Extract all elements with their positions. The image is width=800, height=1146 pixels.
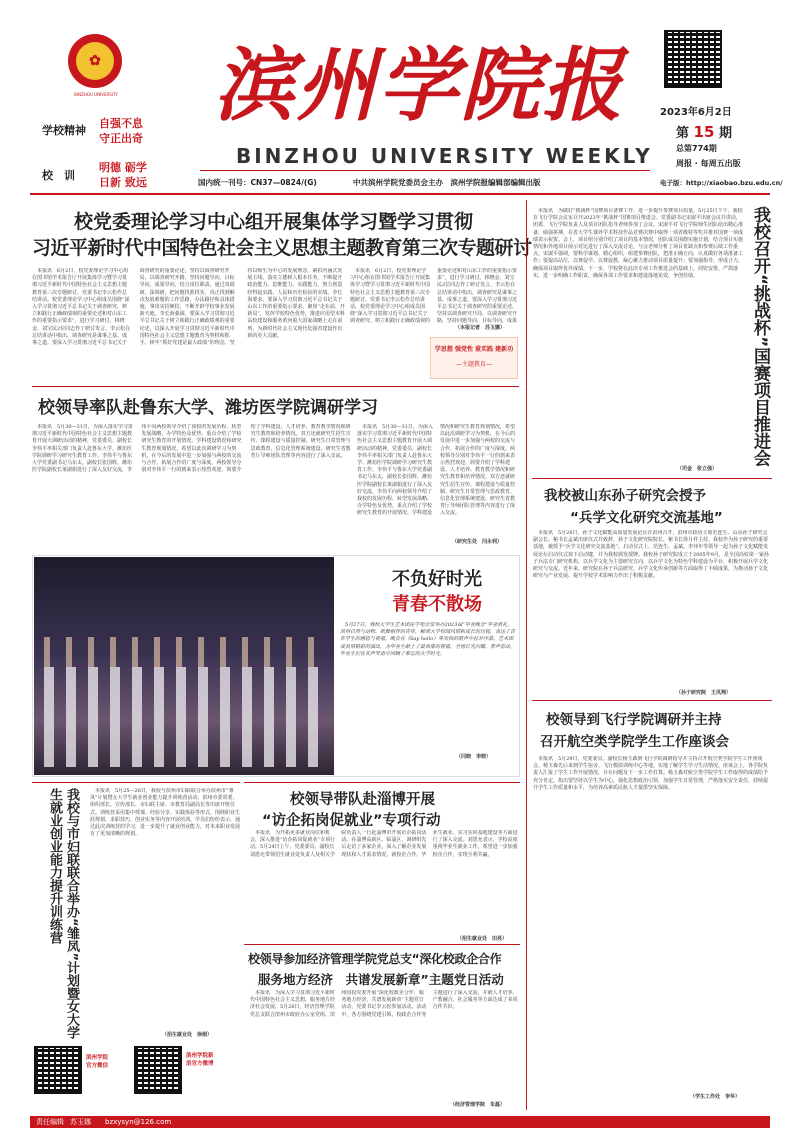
a8-rule bbox=[244, 944, 520, 945]
issue-no: 15 bbox=[693, 123, 715, 141]
a3-body-text: 本报讯 5月30—31日，为深入落实学习贯彻习近平新时代中国特色社会主义思想主题教育开展大调研活动的精神，党委委员、副校长李伟平率相关部门负责人赴鲁东大学、潍坊医学院调研学习研究生教育工作。李伟平与鲁东大学党委副书记马东太，副校长张国辉，潍坊医学院副校长莱淑娟进行了深入友好交流，李伟平向两校领导介绍了我校的发展历程、转型发展战略、办学特色及优势，重点介绍了学校研究生教育的开展情况、学科建设情况和研究生教育规划情况，希望以此次调研学习为契机，在今后的发展中进一步加强与两校的交流与合作，拓展合作的广度与深度。两校领导分别对李伟平一行的到来表示热烈欢迎，简要介绍了学科建设、人才培养、教育教学情况和研究生教育和培养情况。双方还就研究生招生宣传、课程建设与质量控制、研究生日常管理与思政教育、信息化管理系统建设、研究生省教育厅导师团队管理等内容进行了深入交流。 bbox=[32, 424, 351, 474]
editor-label: 责任编辑 bbox=[36, 1118, 64, 1126]
issue-date: 2023年6月2日 bbox=[660, 107, 732, 118]
logo bbox=[68, 34, 122, 88]
masthead-title: 滨州学院报 bbox=[214, 38, 624, 132]
a5-body-text: 5月27日，我校大学生艺术团在学苑会堂举办2023届“毕业晚会”毕业典礼，滨州自然与动物、歌舞相伴的青年，解读大学校园风情和成长的历程，表达了青年学生的感恩与祝福。晚会在《Say hello》等欢快的歌声中拉开序幕，艺术团成员用精彩的演出，为毕业生献上了最真挚的祝福。全场灯光闪耀、掌声雷动，毕业生们在欢声笑语中回顾了难忘的大学时光。 bbox=[340, 622, 516, 657]
logo-emblem-icon: ✿ bbox=[76, 42, 114, 80]
theme-badge-sub: —主题教育— bbox=[455, 361, 492, 368]
a6-body bbox=[90, 788, 240, 1030]
a4-byline: （孙子研究院 王凤翔） bbox=[676, 690, 732, 696]
a6-title: 我校与市妇联联合举办“雏凤”计划暨女大学生就业创业能力提升训练营 bbox=[47, 788, 79, 1040]
a8-body bbox=[250, 990, 518, 1100]
a2-body bbox=[533, 208, 745, 464]
performers-shape bbox=[44, 667, 324, 767]
a3-byline: （研究生处 闫永利） bbox=[452, 539, 503, 545]
wechat-qr-code[interactable] bbox=[34, 1046, 82, 1094]
top-rule bbox=[30, 193, 770, 195]
a7-body-text: 本报讯 为开拓更多就业岗位和机会，深入推进“访企拓岗促就业”专项行动，5月24日上午，党委委员、副校长刘恩允带领招生就业处负责人及相关学院负责人一行赴淄博市开展访企拓岗活动。在淄博高新区、临淄区，调研组先后走访了多家企业，深入了解企业发展现状和人才需求情况，就校企合作、毕业生就业、实习实训基地建设等方面进行了深入交流。刘恩允表示，学校高度重视毕业生就业工作，希望进一步加强校企合作，实现互利共赢。 bbox=[250, 830, 518, 858]
a3-body bbox=[32, 424, 352, 544]
weibo-qr-code[interactable] bbox=[134, 1046, 182, 1094]
a9-title-line2: 召开航空类学院学生工作座谈会 bbox=[540, 734, 729, 750]
a1-body-text-2: 本报讯 6月2日，校党委理论学习中心组在图书馆学术报告厅开展集体学习暨学习贯彻习近平新时代中国特色社会主义思想主题教育第三次专题研讨。党委书记李云松作总结讲话。校党委理论学习中心组成员围绕“深入学习贯彻习近平总书记关于调查研究、树立和践行正确政绩观的重要论述和对山东工作的重要指示要求”，进行学习研讨。林晓金、刘宝民2位同志作了研讨发言。李云松在总结讲话中指出，调查研究是谋事之基、成事之道。要深入学习贯彻习近平总书记关于调查研究的重要论述，坚持以调查研究开局、以调查研究开路，坚持问题导向、目标导向，成果 bbox=[350, 268, 518, 325]
spirit-label: 学校精神 bbox=[42, 124, 86, 137]
a7-body bbox=[250, 830, 518, 936]
a9-body-text: 本报讯 5月29日，党委委员、副校长杨玉森到飞行学院调研指导并主持召开航空类学院学生工作座谈会。杨玉森先后来到学生宿舍、飞行模拟训练中心等地，实地了解学生学习生活情况。座谈会上，各学院负责人汇报了学生工作开展情况、存在问题及下一步工作打算。杨玉森对航空类学院学生工作取得的成绩给予充分肯定，指出要坚持以学生为中心，强化思想政治引领，加强学生日常管理，严格落实安全责任，持续提升学生工作质量和水平，为培养高素质民航人才提供坚实保障。 bbox=[533, 756, 769, 791]
a2-title: 我校召开“挑战杯”国赛项目推进会 bbox=[750, 206, 770, 467]
a8-title-line2: 服务地方经济 共谱发展新章”主题党日活动 bbox=[258, 972, 504, 987]
a9-byline: （学生工作处 李华） bbox=[690, 1094, 741, 1100]
a7-title-line2: “访企拓岗促就业”专项行动 bbox=[262, 813, 441, 829]
a3-rule bbox=[32, 386, 519, 387]
issue-suffix: 期 bbox=[718, 126, 732, 141]
theme-badge bbox=[430, 337, 518, 379]
a4-body bbox=[533, 530, 771, 688]
spirit-line2: 守正出奇 bbox=[99, 132, 143, 145]
a1-title-line2: 习近平新时代中国特色社会主义思想主题教育第三次专题研讨 bbox=[32, 237, 532, 259]
theme-badge-slogan: 学思想 强党性 重实践 建新功 bbox=[434, 346, 514, 353]
a6-byline: （招生就业处 徐娟） bbox=[162, 1032, 213, 1038]
masthead-rule bbox=[200, 170, 650, 171]
a7-byline: （招生就业处 田亮） bbox=[457, 936, 508, 942]
masthead-qr-code[interactable] bbox=[664, 30, 722, 88]
a5-title-line1: 不负好时光 bbox=[392, 569, 482, 590]
column-divider bbox=[526, 200, 527, 1110]
masthead-english: BINZHOU UNIVERSITY WEEKLY bbox=[236, 144, 653, 168]
total-issue: 总第774期 bbox=[676, 144, 717, 153]
editor-email[interactable]: bzxysyn@126.com bbox=[105, 1118, 172, 1126]
epaper-link[interactable]: 电子版：http://xiaobao.bzu.edu.cn/ bbox=[660, 179, 783, 187]
a3-body-text-2: 本报讯 5月30—31日，为深入落实学习贯彻习近平新时代中国特色社会主义思想主题教育开展大调研活动的精神，党委委员、副校长李伟平率相关部门负责人赴鲁东大学、潍坊医学院调研学习研究生教育工作。李伟平与鲁东大学党委副书记马东太，副校长张国辉，潍坊医学院副校长莱淑娟进行了深入友好交流，李伟平向两校领导介绍了我校的发展历程、转型发展战略、办学特色及优势，重点介绍了学校研究生教育的开展情况、学科建设情况和研究生教育规划情况，希望以此次调研学习为契机，在今后的发展中进一步加强与两校的交流与合作，拓展合作的广度与深度。两校领导分别对李伟平一行的到来表示热烈欢迎，简要介绍了学科建设、人才培养、教育教学情况和研究生教育和培养情况。双方还就研究生招生宣传、课程建设与质量控制、研究生日常管理与思政教育、信息化管理系统建设、研究生省教育厅导师团队管理等内容进行了深入交流。 bbox=[357, 424, 516, 517]
a1-byline: （本报记者 苏玉娜） bbox=[455, 325, 506, 331]
a2-body-text: 本报讯 为做好“挑战杯”国赛项目备赛工作，进一步提升参赛项目质量，5月25日下午，我校在飞行学院会议室召开2023年“挑战杯”国赛项目推进会。党委副书记宋淑平出席会议并讲话，团委、飞行学院负责人及项目团队指导老师参加了会议。宋淑平对飞行学院师生团队给出精心准备，硕强拼搏，在省大学生课外学术科技作品竞赛决赛中取得一项省级特等奖并推荐国赛一项成绩表示祝贺。会上，项目组分别介绍了项目的基本情况，团队成员围绕实施计划，结合项目实施情况和外地项目展示对比进行了深入交流讨论，与会老师分析了项目优缺点和参赛后续工作重点。宋淑平强调，要科学谋划、精心组织，组建参赛团队，把准正确方向，认真做好各项准备工作；要提高站位，以赛促学、以赛促教，凝心聚力推动项目质量提升；要加强指导，形成合力，确保项目取得优异成绩。下一步，学校将在此次专项工作推进会的基础上，周密安排，严抓落实，进一步明确工作职责，确保各项工作要求和建设落地见效，争创佳绩。 bbox=[533, 208, 744, 279]
a4-body-text: 本报讯 5月26日，孙子文化赋能高质量发展论坛在滨州召开，滨州市政协主席范连生、山东孙子研究会副会长、秘书长孟斌出席仪式并致辞。孙子文化研究院院长、秘书长徐月祥主持。我校作为孙子研究的重要基地，被授予“兵学文化研究交流基地”。启动仪式上，范连生、孟斌、李伟年等领导一起为孙子文化赋能发展论坛启动仪式按下启动键，并为我校颁发授牌。我校孙子研究院成立于2005年9月，是全国高校第一家孙子兵法专门研究机构，以兵学文化为主要研究方向，以兵学文化为特色学科建设为平台，积极开展兵学文化研究与交流。近年来，研究院在孙子兵法研究、兵学文化传承创新等方面取得了丰硕成果，为推动孙子文化研究与产业发展、提升学校学术影响力作出了积极贡献。 bbox=[533, 530, 769, 580]
a1-body bbox=[32, 268, 347, 378]
motto-line1: 明德 砺学 bbox=[99, 161, 147, 174]
spirit-line1: 自强不息 bbox=[99, 117, 143, 130]
a6-body-text: 本报讯 5月25—26日，我校与滨州市妇联联合举办滨州市“雏凤”计划暨女大学生就业创业能力提升训练营活动。滨州市委常委、组织部长、宣传部长、市妇联主席、市教育局副局长等出席开班仪式。训练营采用集中授课、经验分享、实践体验等形式，围绕职业生涯规划、求职技巧、创业实务等内容开展培训。学员们纷纷表示，通过此次训练营的学习，进一步提升了就业创业能力，对未来职业发展有了更加清晰的规划。 bbox=[90, 788, 240, 838]
performers-heads-shape bbox=[44, 637, 324, 667]
graduation-photo bbox=[34, 557, 334, 775]
editor-name: 苏玉娜 bbox=[70, 1118, 91, 1126]
a2-byline: （司金 张立强） bbox=[677, 466, 718, 472]
a4-title-line1: 我校被山东孙子研究会授予 bbox=[544, 488, 706, 504]
issue-number bbox=[676, 122, 732, 141]
a1-body-continued bbox=[350, 268, 518, 328]
publish-frequency: 周报 · 每周五出版 bbox=[676, 159, 741, 168]
a5-byline: （闫晓 李晓） bbox=[456, 754, 492, 760]
a3-title: 校领导率队赴鲁东大学、潍坊医学院调研学习 bbox=[38, 398, 378, 418]
a5-title-line2: 青春不散场 bbox=[392, 594, 482, 615]
a7-rule bbox=[244, 782, 520, 783]
footer-bar bbox=[30, 1116, 770, 1128]
a4-rule bbox=[532, 478, 772, 479]
logo-text: BINZHOU UNIVERSITY bbox=[74, 92, 118, 97]
wechat-qr-label: 滨州学院官方微信 bbox=[86, 1055, 109, 1069]
a1-body-text: 本报讯 6月2日，校党委理论学习中心组在图书馆学术报告厅开展集体学习暨学习贯彻习近平新时代中国特色社会主义思想主题教育第三次专题研讨。党委书记李云松作总结讲话。校党委理论学习中心组成员围绕“深入学习贯彻习近平总书记关于调查研究、树立和践行正确政绩观的重要论述和对山东工作的重要指示要求”，进行学习研讨。林晓金、刘宝民2位同志作了研讨发言。李云松在总结讲话中指出，调查研究是谋事之基、成事之道。要深入学习贯彻习近平总书记关于调查研究的重要论述，坚持以调查研究开局、以调查研究开路，坚持问题导向、目标导向，成果导向，结合岗位职责，通过真调研、深调研，把问题找准找实，真正找到解决发展难题的工作思路，办法路径和具体措施，拿出实招硬招，不断开辟学校事业发展新天地。李长海强调，要深入学习贯彻习近平总书记关于树立和践行正确政绩观的重要论述，以深入开展学习贯彻习近平新时代中国特色社会主义思想主题教育为契机和抓手，树牢“抓好党建是最大政绩”的理念，坚持以师生为中心的发展理念，紧扣内涵式发展主线，落实立德树人根本任务，不断提升政治能力、思维能力、实践能力，努力创造经得起实践、人民和历史检验的实绩。李长海要求，要深入学习贯彻习近平总书记关于山东工作的重要指示要求，聚焦“走在前、开新局”，发挥学校特色优势，推进应用型本科高校建设和服务黄河重大国家战略上走在前列，为新时代社会主义现代化强省建设作出新的更大贡献。 bbox=[32, 268, 345, 347]
a3-body-continued bbox=[357, 424, 517, 549]
issn: 国内统一刊号：CN37—0824/(G) bbox=[198, 178, 317, 187]
a6-rule bbox=[32, 782, 240, 783]
a9-body bbox=[533, 756, 771, 1092]
motto-label: 校 训 bbox=[42, 169, 75, 182]
a5-body bbox=[340, 622, 516, 752]
a9-title-line1: 校领导到飞行学院调研并主持 bbox=[546, 712, 722, 728]
a8-byline: （经济管理学院 朱磊） bbox=[450, 1102, 506, 1108]
a7-title-line1: 校领导带队赴淄博开展 bbox=[290, 792, 435, 808]
a4-title-line2: “兵学文化研究交流基地” bbox=[570, 510, 723, 526]
issue-prefix: 第 bbox=[676, 126, 690, 141]
a8-title-line1: 校领导参加经济管理学院党总支“深化校政企合作 bbox=[248, 952, 502, 966]
weibo-qr-label: 滨州学院新浪官方微博 bbox=[186, 1053, 214, 1067]
sponsor: 中共滨州学院党委员会主办 滨州学院报编辑部编辑出版 bbox=[353, 178, 541, 187]
a8-body-text: 本报讯 为深入学习贯彻习近平新时代中国特色社会主义思想，服务地方经济社会发展，5月26日，经济管理学院党总支联合滨州市政府办公室党组、滨州国投党委开展“深化校政企合作，服务地方经济，共谱发展新章”主题党日活动。党委书记李云松参加活动。活动中，各方围绕党建引领、校政企合作等主题进行了深入交流，并就人才培养、产教融合、社会服务等方面达成了多项合作共识。 bbox=[250, 990, 518, 1018]
a1-title-line1: 校党委理论学习中心组开展集体学习暨学习贯彻 bbox=[74, 211, 474, 233]
a9-rule bbox=[532, 700, 772, 701]
motto-line2: 日新 致远 bbox=[99, 176, 147, 189]
